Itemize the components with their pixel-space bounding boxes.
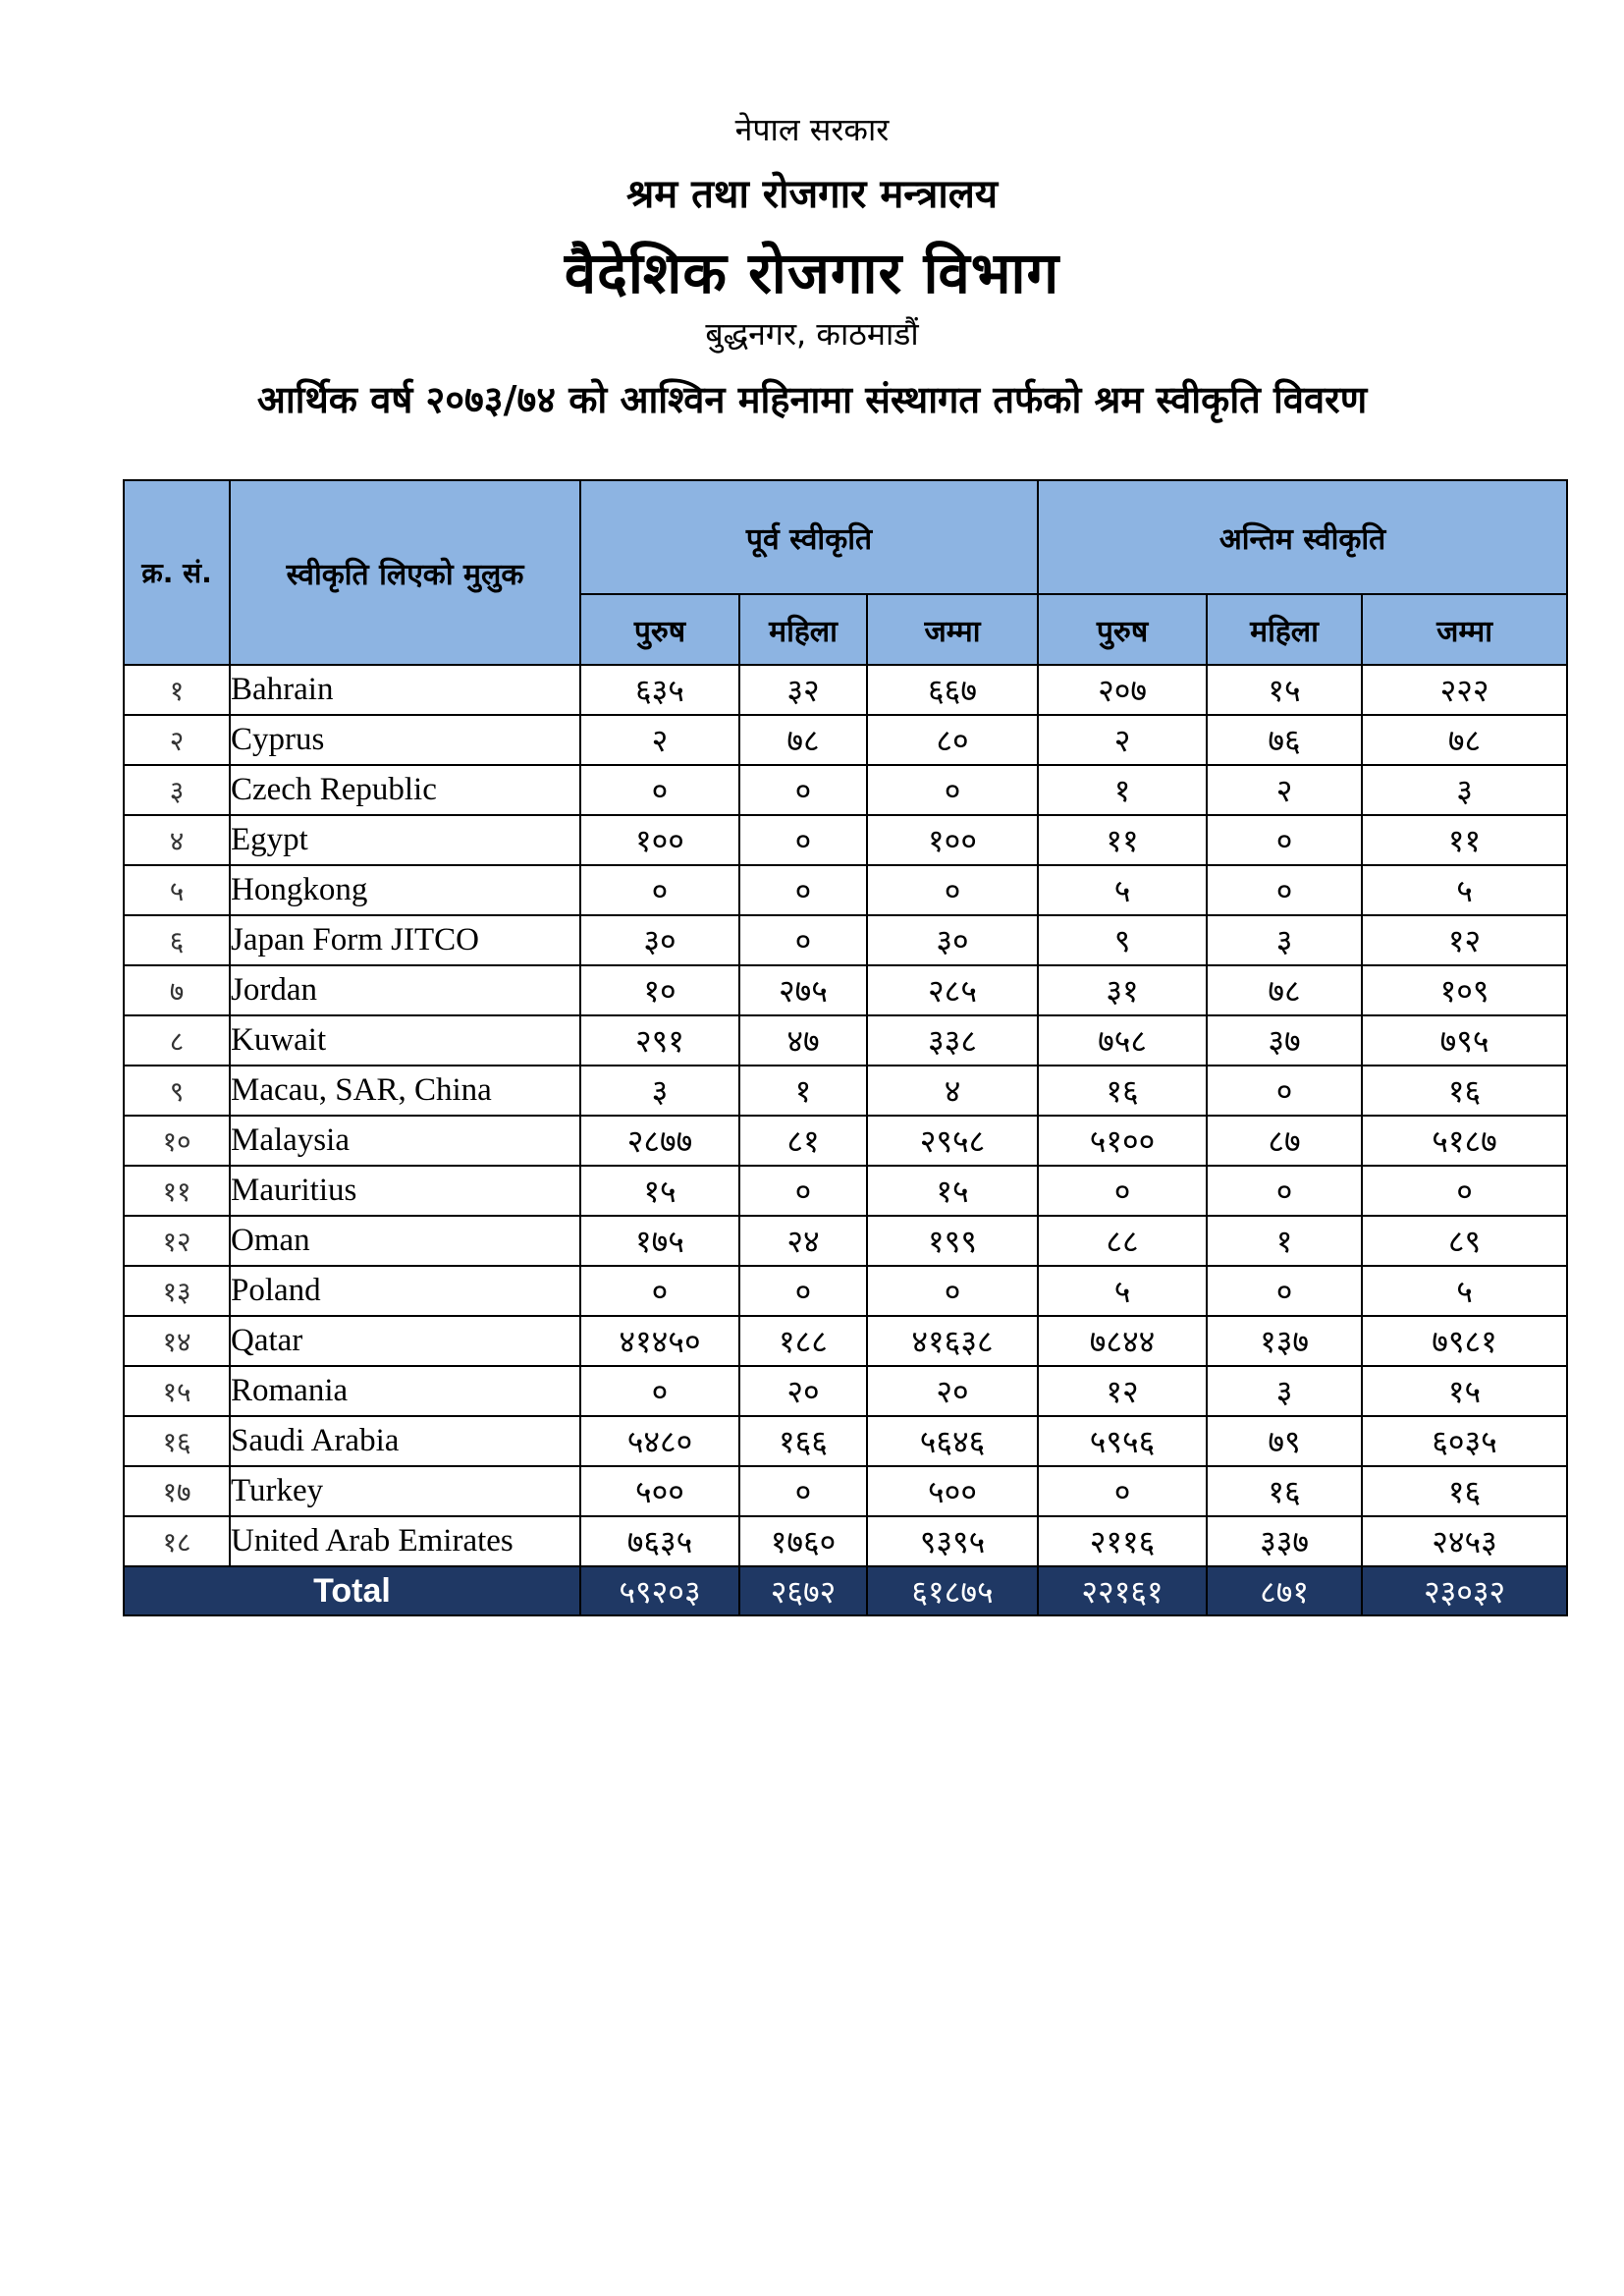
final-male-cell: १६ bbox=[1038, 1066, 1207, 1116]
ministry-name: श्रम तथा रोजगार मन्त्रालय bbox=[625, 172, 999, 217]
pre-female-cell: २० bbox=[739, 1366, 867, 1416]
pre-total-cell: २९५८ bbox=[867, 1116, 1038, 1166]
table-row bbox=[124, 1416, 1567, 1466]
country-cell: Romania bbox=[230, 1366, 580, 1416]
country-cell: Poland bbox=[230, 1266, 580, 1316]
final-male-cell: ७५८ bbox=[1038, 1015, 1207, 1066]
serial-cell: ६ bbox=[124, 915, 230, 965]
serial-cell: ९ bbox=[124, 1066, 230, 1116]
total-pre-f-cell: २६७२ bbox=[739, 1566, 867, 1615]
serial-cell: ३ bbox=[124, 765, 230, 815]
serial-cell: १४ bbox=[124, 1316, 230, 1366]
serial-cell: १२ bbox=[124, 1216, 230, 1266]
table-row bbox=[124, 1366, 1567, 1416]
table-row bbox=[124, 915, 1567, 965]
final-male-cell: ३१ bbox=[1038, 965, 1207, 1015]
pre-total-cell: ५०० bbox=[867, 1466, 1038, 1516]
pre-male-cell: २ bbox=[580, 715, 739, 765]
pre-male-cell: ५०० bbox=[580, 1466, 739, 1516]
final-female-cell: ७८ bbox=[1207, 965, 1362, 1015]
table-row bbox=[124, 1116, 1567, 1166]
pre-total-cell: १९९ bbox=[867, 1216, 1038, 1266]
serial-cell: १० bbox=[124, 1116, 230, 1166]
country-cell: Mauritius bbox=[230, 1166, 580, 1216]
pre-total-cell: ३० bbox=[867, 915, 1038, 965]
country-cell: United Arab Emirates bbox=[230, 1516, 580, 1566]
pre-female-cell: ० bbox=[739, 765, 867, 815]
pre-female-cell: १७६० bbox=[739, 1516, 867, 1566]
table-row bbox=[124, 765, 1567, 815]
final-female-cell: ७९ bbox=[1207, 1416, 1362, 1466]
header-final-female: महिला bbox=[1207, 594, 1362, 665]
final-female-cell: २ bbox=[1207, 765, 1362, 815]
total-fin-f-cell: ८७१ bbox=[1207, 1566, 1362, 1615]
country-cell: Saudi Arabia bbox=[230, 1416, 580, 1466]
country-cell: Oman bbox=[230, 1216, 580, 1266]
department-name: वैदेशिक रोजगार विभाग bbox=[564, 240, 1060, 306]
final-male-cell: ७८४४ bbox=[1038, 1316, 1207, 1366]
final-total-cell: ७९५ bbox=[1362, 1015, 1567, 1066]
total-row bbox=[124, 1566, 1567, 1615]
table-row bbox=[124, 1516, 1567, 1566]
table-row bbox=[124, 865, 1567, 915]
final-female-cell: ७६ bbox=[1207, 715, 1362, 765]
final-female-cell: ३ bbox=[1207, 915, 1362, 965]
serial-cell: १३ bbox=[124, 1266, 230, 1316]
header-final-total: जम्मा bbox=[1362, 594, 1567, 665]
country-cell: Czech Republic bbox=[230, 765, 580, 815]
pre-total-cell: ८० bbox=[867, 715, 1038, 765]
final-male-cell: ५ bbox=[1038, 865, 1207, 915]
final-female-cell: ३ bbox=[1207, 1366, 1362, 1416]
pre-male-cell: ३ bbox=[580, 1066, 739, 1116]
country-cell: Macau, SAR, China bbox=[230, 1066, 580, 1116]
header-serial-number: क्र. सं. bbox=[124, 480, 230, 665]
final-male-cell: ८८ bbox=[1038, 1216, 1207, 1266]
pre-total-cell: २० bbox=[867, 1366, 1038, 1416]
pre-male-cell: ६३५ bbox=[580, 665, 739, 715]
final-male-cell: २११६ bbox=[1038, 1516, 1207, 1566]
final-male-cell: ५१०० bbox=[1038, 1116, 1207, 1166]
final-total-cell: ० bbox=[1362, 1166, 1567, 1216]
serial-cell: २ bbox=[124, 715, 230, 765]
final-female-cell: १५ bbox=[1207, 665, 1362, 715]
table-row bbox=[124, 665, 1567, 715]
table-body bbox=[124, 665, 1567, 1615]
pre-male-cell: १०० bbox=[580, 815, 739, 865]
pre-female-cell: १८८ bbox=[739, 1316, 867, 1366]
final-female-cell: १६ bbox=[1207, 1466, 1362, 1516]
final-female-cell: ० bbox=[1207, 865, 1362, 915]
serial-cell: १ bbox=[124, 665, 230, 715]
pre-total-cell: ९३९५ bbox=[867, 1516, 1038, 1566]
pre-female-cell: ३२ bbox=[739, 665, 867, 715]
header-pre-total: जम्मा bbox=[867, 594, 1038, 665]
total-fin-t-cell: २३०३२ bbox=[1362, 1566, 1567, 1615]
total-pre-m-cell: ५९२०३ bbox=[580, 1566, 739, 1615]
pre-female-cell: १६६ bbox=[739, 1416, 867, 1466]
final-female-cell: ० bbox=[1207, 1066, 1362, 1116]
final-male-cell: ९ bbox=[1038, 915, 1207, 965]
country-cell: Kuwait bbox=[230, 1015, 580, 1066]
pre-female-cell: ८१ bbox=[739, 1116, 867, 1166]
total-pre-t-cell: ६१८७५ bbox=[867, 1566, 1038, 1615]
pre-male-cell: ४१४५० bbox=[580, 1316, 739, 1366]
pre-male-cell: ० bbox=[580, 865, 739, 915]
final-female-cell: ८७ bbox=[1207, 1116, 1362, 1166]
final-total-cell: ७९८१ bbox=[1362, 1316, 1567, 1366]
table-row bbox=[124, 815, 1567, 865]
final-female-cell: ० bbox=[1207, 815, 1362, 865]
total-label: Total bbox=[124, 1566, 580, 1615]
pre-total-cell: ० bbox=[867, 865, 1038, 915]
pre-female-cell: ० bbox=[739, 815, 867, 865]
report-title: आर्थिक वर्ष २०७३/७४ को आश्विन महिनामा संस्थागत तर्फको श्रम स्वीकृति विवरण bbox=[256, 378, 1368, 421]
header-pre-female: महिला bbox=[739, 594, 867, 665]
final-female-cell: १३७ bbox=[1207, 1316, 1362, 1366]
pre-female-cell: ० bbox=[739, 1166, 867, 1216]
pre-female-cell: ० bbox=[739, 1266, 867, 1316]
final-female-cell: ० bbox=[1207, 1266, 1362, 1316]
final-male-cell: ० bbox=[1038, 1466, 1207, 1516]
serial-cell: ८ bbox=[124, 1015, 230, 1066]
final-female-cell: ३७ bbox=[1207, 1015, 1362, 1066]
final-male-cell: ११ bbox=[1038, 815, 1207, 865]
final-male-cell: ० bbox=[1038, 1166, 1207, 1216]
pre-male-cell: ५४८० bbox=[580, 1416, 739, 1466]
government-name: नेपाल सरकार bbox=[734, 111, 890, 148]
header-final-approval: अन्तिम स्वीकृति bbox=[1038, 480, 1567, 594]
pre-male-cell: ० bbox=[580, 1266, 739, 1316]
country-cell: Egypt bbox=[230, 815, 580, 865]
country-cell: Bahrain bbox=[230, 665, 580, 715]
pre-male-cell: १५ bbox=[580, 1166, 739, 1216]
serial-cell: ४ bbox=[124, 815, 230, 865]
pre-female-cell: ७८ bbox=[739, 715, 867, 765]
table-row bbox=[124, 1316, 1567, 1366]
final-total-cell: ५ bbox=[1362, 1266, 1567, 1316]
pre-male-cell: २८७७ bbox=[580, 1116, 739, 1166]
country-cell: Cyprus bbox=[230, 715, 580, 765]
table-row bbox=[124, 965, 1567, 1015]
pre-female-cell: २७५ bbox=[739, 965, 867, 1015]
serial-cell: १५ bbox=[124, 1366, 230, 1416]
serial-cell: ७ bbox=[124, 965, 230, 1015]
header-pre-male: पुरुष bbox=[580, 594, 739, 665]
address: बुद्धनगर, काठमाडौं bbox=[705, 315, 919, 353]
final-total-cell: १५ bbox=[1362, 1366, 1567, 1416]
header-pre-approval: पूर्व स्वीकृति bbox=[580, 480, 1038, 594]
pre-female-cell: २४ bbox=[739, 1216, 867, 1266]
serial-cell: १७ bbox=[124, 1466, 230, 1516]
pre-female-cell: ० bbox=[739, 1466, 867, 1516]
final-total-cell: १०९ bbox=[1362, 965, 1567, 1015]
final-total-cell: २४५३ bbox=[1362, 1516, 1567, 1566]
final-total-cell: ७८ bbox=[1362, 715, 1567, 765]
final-male-cell: २०७ bbox=[1038, 665, 1207, 715]
final-total-cell: ५ bbox=[1362, 865, 1567, 915]
country-cell: Malaysia bbox=[230, 1116, 580, 1166]
table-row bbox=[124, 1015, 1567, 1066]
pre-female-cell: ० bbox=[739, 865, 867, 915]
pre-male-cell: ७६३५ bbox=[580, 1516, 739, 1566]
final-male-cell: ५ bbox=[1038, 1266, 1207, 1316]
table-row bbox=[124, 1266, 1567, 1316]
pre-total-cell: २८५ bbox=[867, 965, 1038, 1015]
country-cell: Hongkong bbox=[230, 865, 580, 915]
final-male-cell: १ bbox=[1038, 765, 1207, 815]
final-total-cell: १२ bbox=[1362, 915, 1567, 965]
pre-female-cell: १ bbox=[739, 1066, 867, 1116]
pre-total-cell: ० bbox=[867, 765, 1038, 815]
header-country: स्वीकृति लिएको मुलुक bbox=[230, 480, 580, 665]
total-fin-m-cell: २२१६१ bbox=[1038, 1566, 1207, 1615]
pre-male-cell: २९१ bbox=[580, 1015, 739, 1066]
final-total-cell: १६ bbox=[1362, 1466, 1567, 1516]
final-male-cell: १२ bbox=[1038, 1366, 1207, 1416]
pre-total-cell: ६६७ bbox=[867, 665, 1038, 715]
pre-total-cell: ४१६३८ bbox=[867, 1316, 1038, 1366]
pre-total-cell: ३३८ bbox=[867, 1015, 1038, 1066]
pre-male-cell: ० bbox=[580, 1366, 739, 1416]
pre-male-cell: १० bbox=[580, 965, 739, 1015]
final-total-cell: ३ bbox=[1362, 765, 1567, 815]
pre-total-cell: १०० bbox=[867, 815, 1038, 865]
pre-male-cell: १७५ bbox=[580, 1216, 739, 1266]
serial-cell: १६ bbox=[124, 1416, 230, 1466]
final-total-cell: ५१८७ bbox=[1362, 1116, 1567, 1166]
table-row bbox=[124, 1466, 1567, 1516]
pre-total-cell: ० bbox=[867, 1266, 1038, 1316]
final-total-cell: ८९ bbox=[1362, 1216, 1567, 1266]
country-cell: Japan Form JITCO bbox=[230, 915, 580, 965]
table-row bbox=[124, 1216, 1567, 1266]
pre-total-cell: ५६४६ bbox=[867, 1416, 1038, 1466]
pre-total-cell: १५ bbox=[867, 1166, 1038, 1216]
pre-male-cell: ३० bbox=[580, 915, 739, 965]
final-male-cell: २ bbox=[1038, 715, 1207, 765]
serial-cell: ११ bbox=[124, 1166, 230, 1216]
final-total-cell: १६ bbox=[1362, 1066, 1567, 1116]
final-total-cell: ११ bbox=[1362, 815, 1567, 865]
final-female-cell: १ bbox=[1207, 1216, 1362, 1266]
serial-cell: १८ bbox=[124, 1516, 230, 1566]
country-cell: Qatar bbox=[230, 1316, 580, 1366]
pre-male-cell: ० bbox=[580, 765, 739, 815]
labor-approval-table bbox=[123, 479, 1568, 1616]
pre-female-cell: ४७ bbox=[739, 1015, 867, 1066]
final-total-cell: २२२ bbox=[1362, 665, 1567, 715]
header-final-male: पुरुष bbox=[1038, 594, 1207, 665]
table-row bbox=[124, 1066, 1567, 1116]
final-total-cell: ६०३५ bbox=[1362, 1416, 1567, 1466]
final-male-cell: ५९५६ bbox=[1038, 1416, 1207, 1466]
pre-total-cell: ४ bbox=[867, 1066, 1038, 1116]
final-female-cell: ३३७ bbox=[1207, 1516, 1362, 1566]
serial-cell: ५ bbox=[124, 865, 230, 915]
country-cell: Jordan bbox=[230, 965, 580, 1015]
country-cell: Turkey bbox=[230, 1466, 580, 1516]
table-row bbox=[124, 1166, 1567, 1216]
pre-female-cell: ० bbox=[739, 915, 867, 965]
final-female-cell: ० bbox=[1207, 1166, 1362, 1216]
table-row bbox=[124, 715, 1567, 765]
